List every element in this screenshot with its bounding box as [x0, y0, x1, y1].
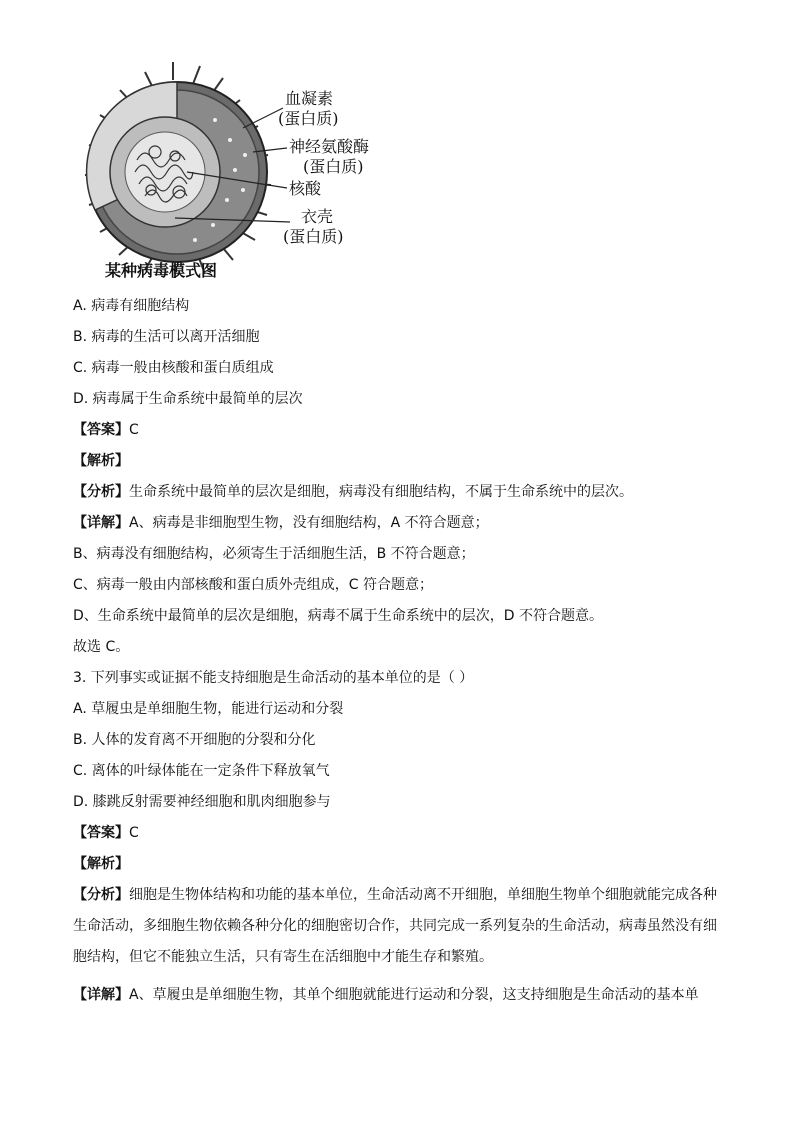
- answer-tag: 【答案】: [73, 825, 129, 841]
- label-capsid-sub: (蛋白质): [283, 227, 344, 246]
- label-nucleic-acid: 核酸: [289, 179, 322, 198]
- q3-detail: [73, 985, 699, 1005]
- answer-value: C: [129, 422, 139, 438]
- label-neuraminidase-sub: (蛋白质): [303, 157, 364, 176]
- fenxi-text: 生命系统中最简单的层次是细胞，病毒没有细胞结构，不属于生命系统中的层次。: [129, 484, 633, 500]
- q2-option-a: A. 病毒有细胞结构: [73, 298, 190, 314]
- q2-detail: [73, 513, 489, 533]
- detail-tag: 【详解】: [73, 987, 129, 1003]
- q3-analysis-tag: 【解析】: [73, 856, 129, 872]
- label-hemagglutinin: 血凝素: [285, 89, 334, 108]
- q2-detail-d: D、生命系统中最简单的层次是细胞，病毒不属于生命系统中的层次，D 不符合题意。: [73, 608, 604, 624]
- q2-option-d: D. 病毒属于生命系统中最简单的层次: [73, 391, 303, 407]
- q3-fenxi: [73, 880, 721, 973]
- answer-value: C: [129, 825, 139, 841]
- q3-answer: [73, 823, 139, 843]
- q2-detail-b: B、病毒没有细胞结构，必须寄生于活细胞生活，B 不符合题意；: [73, 546, 475, 562]
- label-hemagglutinin-sub: (蛋白质): [278, 109, 339, 128]
- q2-detail-c: C、病毒一般由内部核酸和蛋白质外壳组成，C 符合题意；: [73, 577, 433, 593]
- virus-diagram: [75, 60, 375, 285]
- q2-analysis-tag: 【解析】: [73, 453, 129, 469]
- q2-option-b: B. 病毒的生活可以离开活细胞: [73, 329, 260, 345]
- q2-fenxi: [73, 482, 633, 502]
- q3-option-d: D. 膝跳反射需要神经细胞和肌肉细胞参与: [73, 794, 331, 810]
- answer-tag: 【答案】: [73, 422, 129, 438]
- q3-option-b: B. 人体的发育离不开细胞的分裂和分化: [73, 732, 316, 748]
- fenxi-tag: 【分析】: [73, 484, 129, 500]
- fenxi-tag: 【分析】: [73, 887, 129, 903]
- figure-caption: 某种病毒模式图: [105, 261, 218, 280]
- q3-option-a: A. 草履虫是单细胞生物，能进行运动和分裂: [73, 701, 344, 717]
- detail-text: A、草履虫是单细胞生物，其单个细胞就能进行运动和分裂，这支持细胞是生命活动的基本单: [129, 987, 699, 1003]
- fenxi-text: 细胞是生物体结构和功能的基本单位，生命活动离不开细胞，单细胞生物单个细胞就能完成各种生命活动，多细胞生物依赖各种分化的细胞密切合作，共同完成一系列复杂的生命活动，病毒虽然没有细胞结构，但它不能独立生活，只有寄生在活细胞中才能生存和繁殖。: [73, 887, 717, 965]
- q2-conclusion: 故选 C。: [73, 639, 130, 655]
- q2-answer: [73, 420, 139, 440]
- detail-text: A、病毒是非细胞型生物，没有细胞结构，A 不符合题意；: [129, 515, 489, 531]
- q3-option-c: C. 离体的叶绿体能在一定条件下释放氧气: [73, 763, 330, 779]
- q3-stem: 3. 下列事实或证据不能支持细胞是生命活动的基本单位的是（ ）: [73, 670, 474, 686]
- detail-tag: 【详解】: [73, 515, 129, 531]
- virus-illustration: [85, 62, 290, 278]
- label-neuraminidase: 神经氨酸酶: [289, 137, 370, 156]
- q2-option-c: C. 病毒一般由核酸和蛋白质组成: [73, 360, 274, 376]
- label-capsid: 衣壳: [301, 207, 334, 226]
